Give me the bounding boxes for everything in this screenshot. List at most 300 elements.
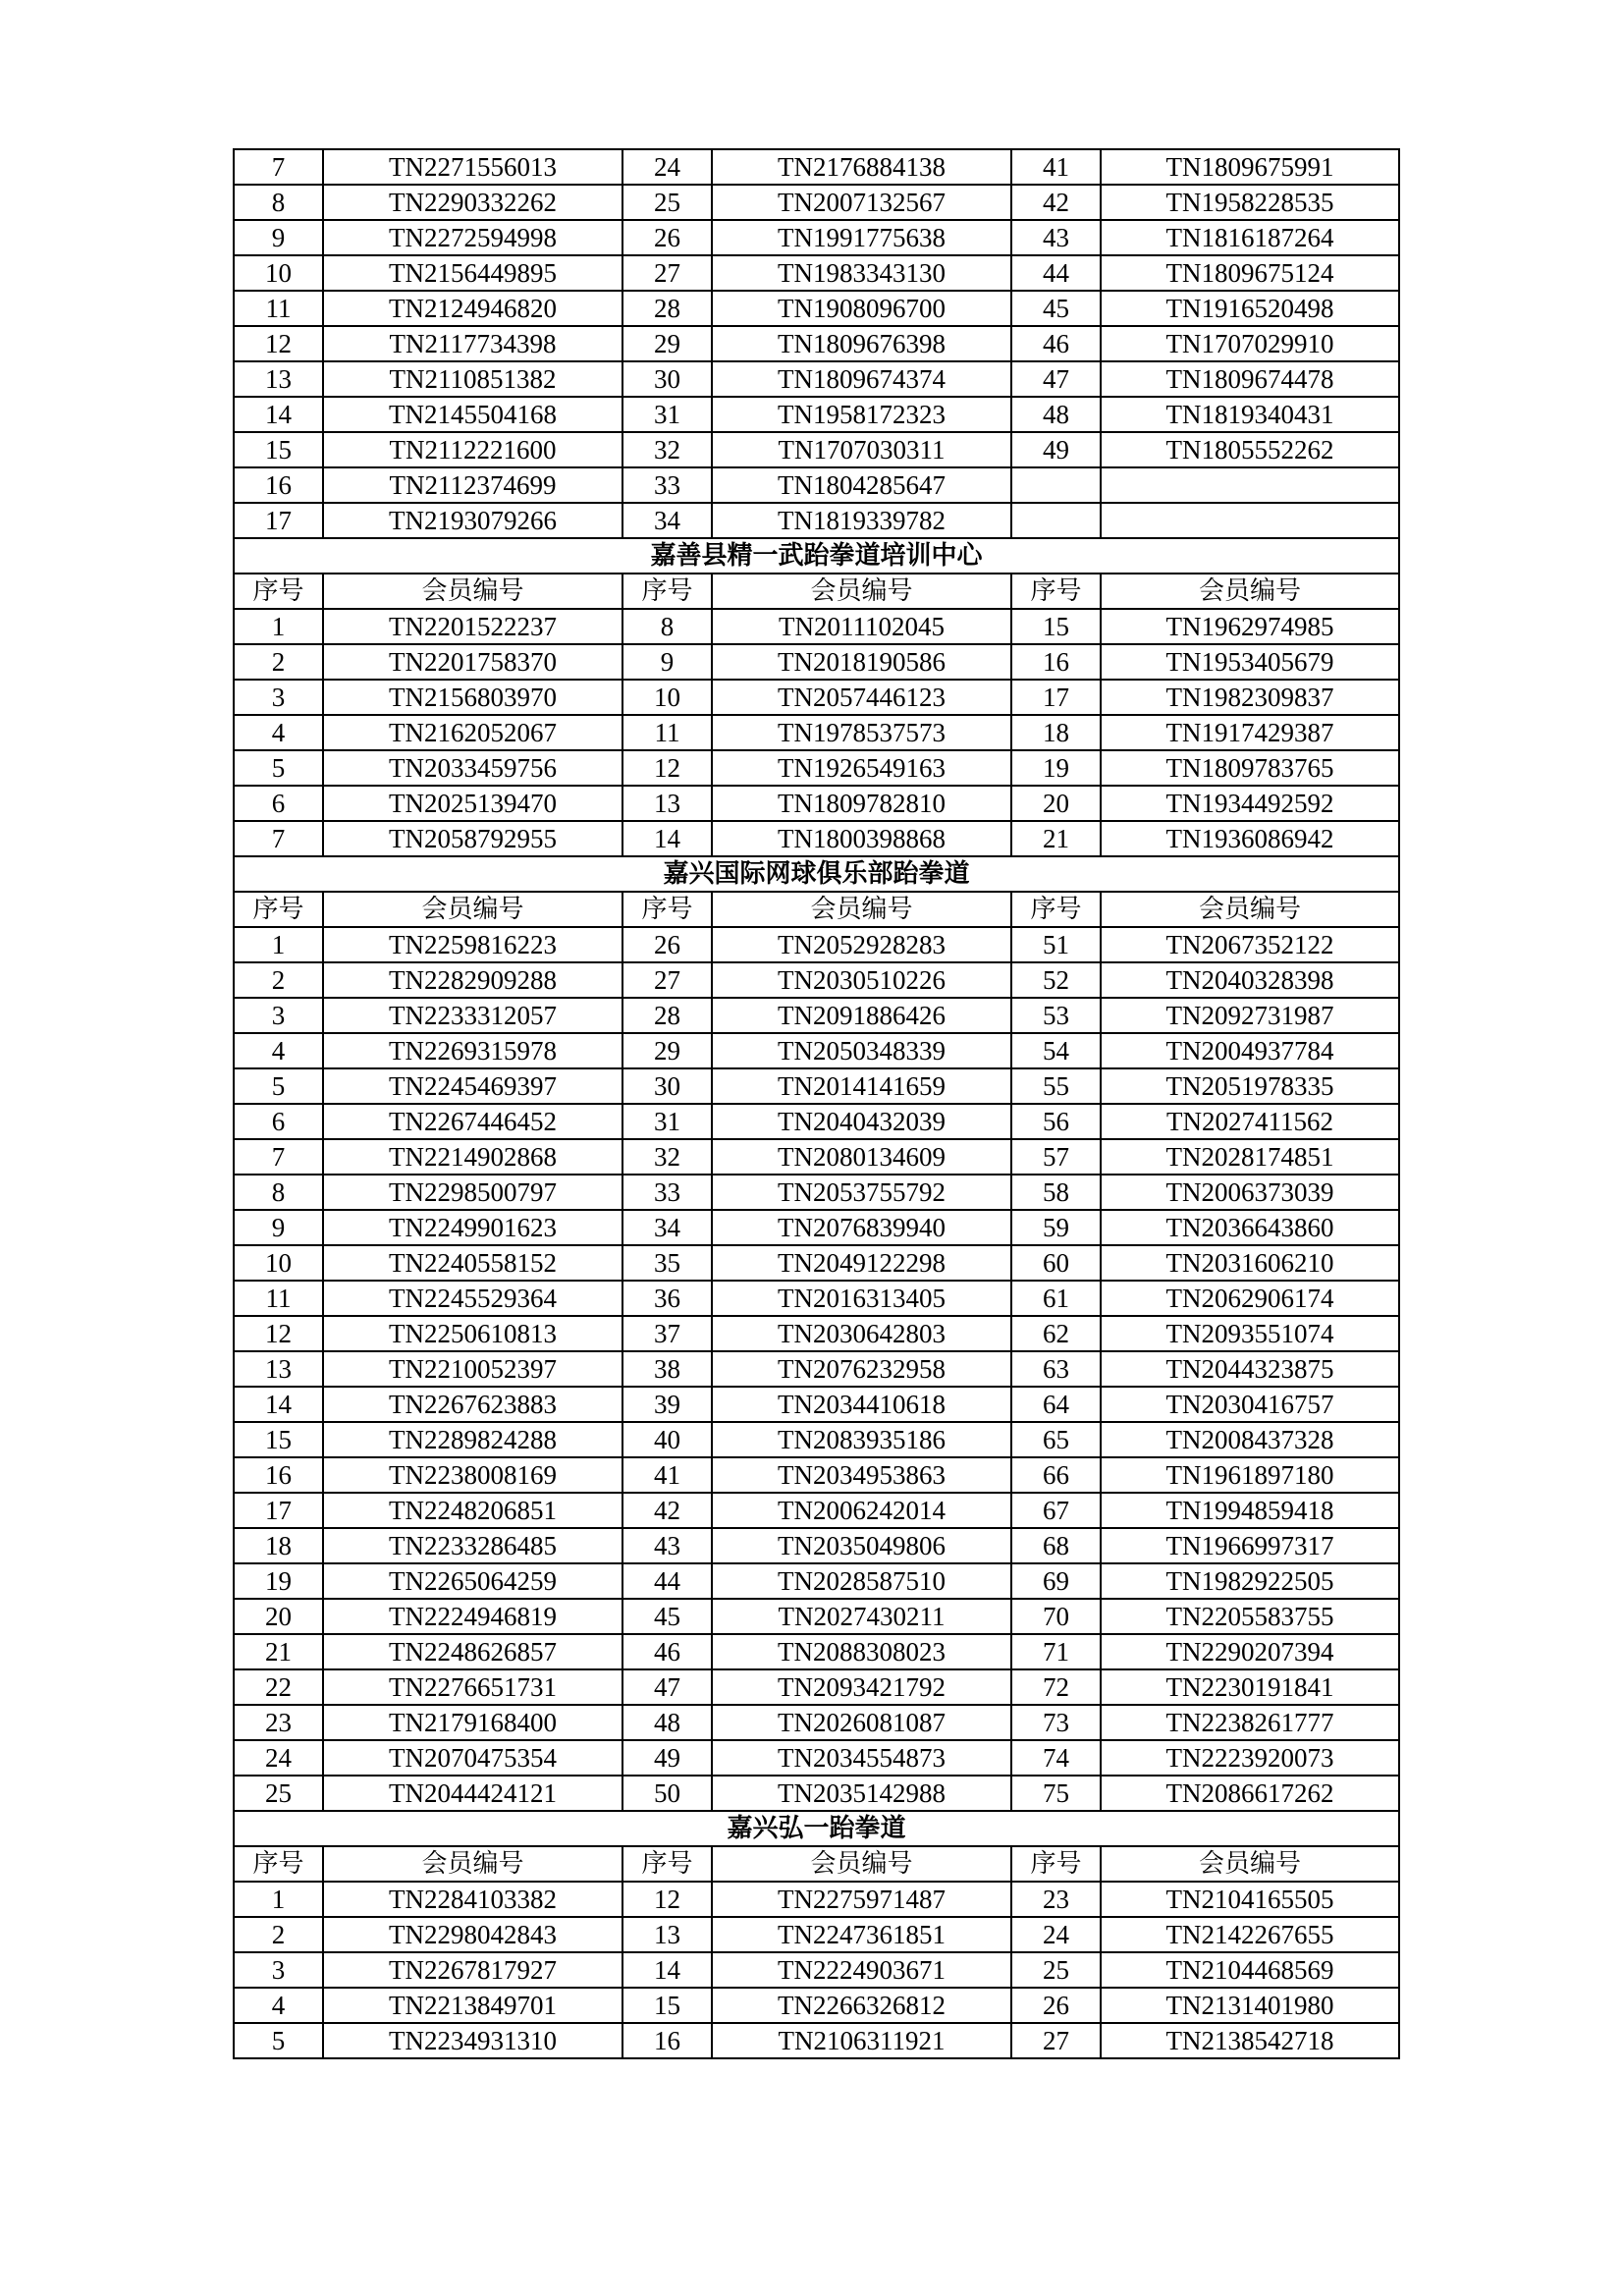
member-id-cell: TN2124946820: [323, 291, 622, 326]
serial-number-cell: 4: [234, 1988, 323, 2023]
member-id-cell: TN2006373039: [1101, 1175, 1399, 1210]
serial-number-cell: 65: [1011, 1422, 1101, 1457]
header-member-id: 会员编号: [1101, 1846, 1399, 1882]
member-id-cell: TN2008437328: [1101, 1422, 1399, 1457]
serial-number-cell: 49: [1011, 432, 1101, 467]
member-id-cell: TN2223920073: [1101, 1740, 1399, 1776]
table-row: [234, 1917, 1399, 1952]
header-serial-number: 序号: [622, 892, 712, 927]
serial-number-cell: 16: [234, 1457, 323, 1493]
member-id-cell: TN2201758370: [323, 644, 622, 680]
table-row: [234, 149, 1399, 185]
member-id-cell: TN2267446452: [323, 1104, 622, 1139]
member-id-cell: TN2036643860: [1101, 1210, 1399, 1245]
member-id-cell: TN2290332262: [323, 185, 622, 220]
serial-number-cell: 54: [1011, 1033, 1101, 1068]
member-id-cell: TN2213849701: [323, 1988, 622, 2023]
member-id-cell: TN2290207394: [1101, 1634, 1399, 1669]
member-id-cell: TN2234931310: [323, 2023, 622, 2058]
header-serial-number: 序号: [622, 574, 712, 609]
serial-number-cell: 23: [1011, 1882, 1101, 1917]
table-row: [234, 185, 1399, 220]
serial-number-cell: 16: [234, 467, 323, 503]
table-row: [234, 1988, 1399, 2023]
member-id-cell: TN2145504168: [323, 397, 622, 432]
member-id-cell: TN2007132567: [712, 185, 1011, 220]
serial-number-cell: 3: [234, 1952, 323, 1988]
member-id-cell: TN2230191841: [1101, 1669, 1399, 1705]
section-title: 嘉兴国际网球俱乐部跆拳道: [234, 856, 1399, 892]
serial-number-cell: 32: [622, 1139, 712, 1175]
member-id-cell: TN2201522237: [323, 609, 622, 644]
serial-number-cell: 1: [234, 1882, 323, 1917]
table-row: [234, 1245, 1399, 1281]
serial-number-cell: 26: [622, 927, 712, 962]
section-title-row: [234, 856, 1399, 892]
serial-number-cell: 5: [234, 2023, 323, 2058]
serial-number-cell: 11: [234, 291, 323, 326]
member-id-cell: TN2267817927: [323, 1952, 622, 1988]
member-id-cell: TN2275971487: [712, 1882, 1011, 1917]
member-id-cell: TN2050348339: [712, 1033, 1011, 1068]
member-id-cell: TN2272594998: [323, 220, 622, 255]
serial-number-cell: 21: [234, 1634, 323, 1669]
member-id-cell: TN1983343130: [712, 255, 1011, 291]
serial-number-cell: 14: [622, 821, 712, 856]
member-id-cell: TN2080134609: [712, 1139, 1011, 1175]
serial-number-cell: 37: [622, 1316, 712, 1351]
table-row: [234, 1599, 1399, 1634]
member-id-cell: [1101, 503, 1399, 538]
member-id-cell: TN1809675991: [1101, 149, 1399, 185]
column-header-row: [234, 1846, 1399, 1882]
member-id-cell: TN2289824288: [323, 1422, 622, 1457]
member-id-cell: TN2092731987: [1101, 998, 1399, 1033]
serial-number-cell: 18: [1011, 715, 1101, 750]
table-row: [234, 503, 1399, 538]
serial-number-cell: 42: [1011, 185, 1101, 220]
column-header-row: [234, 892, 1399, 927]
table-row: [234, 1351, 1399, 1387]
member-id-cell: TN1958228535: [1101, 185, 1399, 220]
member-id-cell: TN2104468569: [1101, 1952, 1399, 1988]
member-id-cell: TN2131401980: [1101, 1988, 1399, 2023]
serial-number-cell: 43: [622, 1528, 712, 1563]
serial-number-cell: 16: [622, 2023, 712, 2058]
serial-number-cell: 3: [234, 680, 323, 715]
member-id-cell: TN2265064259: [323, 1563, 622, 1599]
table-row: [234, 1528, 1399, 1563]
serial-number-cell: 70: [1011, 1599, 1101, 1634]
member-id-cell: TN1809674478: [1101, 361, 1399, 397]
serial-number-cell: 58: [1011, 1175, 1101, 1210]
serial-number-cell: 64: [1011, 1387, 1101, 1422]
serial-number-cell: 12: [622, 1882, 712, 1917]
member-id-cell: TN1819339782: [712, 503, 1011, 538]
member-id-cell: TN2193079266: [323, 503, 622, 538]
serial-number-cell: 31: [622, 397, 712, 432]
header-serial-number: 序号: [234, 1846, 323, 1882]
member-id-cell: TN2062906174: [1101, 1281, 1399, 1316]
serial-number-cell: 4: [234, 715, 323, 750]
serial-number-cell: 44: [622, 1563, 712, 1599]
member-id-cell: TN2040328398: [1101, 962, 1399, 998]
member-id-cell: TN2224946819: [323, 1599, 622, 1634]
member-id-cell: TN2004937784: [1101, 1033, 1399, 1068]
member-id-cell: TN2298042843: [323, 1917, 622, 1952]
member-id-cell: TN2018190586: [712, 644, 1011, 680]
header-member-id: 会员编号: [323, 892, 622, 927]
member-id-cell: TN2138542718: [1101, 2023, 1399, 2058]
member-id-cell: TN2057446123: [712, 680, 1011, 715]
serial-number-cell: 29: [622, 326, 712, 361]
serial-number-cell: 23: [234, 1705, 323, 1740]
serial-number-cell: 34: [622, 1210, 712, 1245]
member-id-cell: TN1707029910: [1101, 326, 1399, 361]
serial-number-cell: 66: [1011, 1457, 1101, 1493]
member-id-cell: TN2028174851: [1101, 1139, 1399, 1175]
table-row: [234, 1705, 1399, 1740]
table-row: [234, 397, 1399, 432]
serial-number-cell: 61: [1011, 1281, 1101, 1316]
serial-number-cell: 36: [622, 1281, 712, 1316]
member-id-cell: TN2052928283: [712, 927, 1011, 962]
member-id-cell: TN2245469397: [323, 1068, 622, 1104]
serial-number-cell: [1011, 503, 1101, 538]
member-id-cell: TN2051978335: [1101, 1068, 1399, 1104]
serial-number-cell: 12: [234, 1316, 323, 1351]
member-id-cell: TN2224903671: [712, 1952, 1011, 1988]
serial-number-cell: 48: [622, 1705, 712, 1740]
member-id-cell: TN2025139470: [323, 786, 622, 821]
header-member-id: 会员编号: [1101, 574, 1399, 609]
serial-number-cell: 55: [1011, 1068, 1101, 1104]
table-row: [234, 1281, 1399, 1316]
table-row: [234, 715, 1399, 750]
member-id-cell: TN2117734398: [323, 326, 622, 361]
table-row: [234, 1669, 1399, 1705]
serial-number-cell: 46: [622, 1634, 712, 1669]
member-id-cell: TN1916520498: [1101, 291, 1399, 326]
table-row: [234, 291, 1399, 326]
serial-number-cell: 72: [1011, 1669, 1101, 1705]
member-id-cell: TN1819340431: [1101, 397, 1399, 432]
table-row: [234, 680, 1399, 715]
serial-number-cell: 45: [622, 1599, 712, 1634]
header-serial-number: 序号: [234, 892, 323, 927]
member-id-cell: TN2011102045: [712, 609, 1011, 644]
serial-number-cell: 1: [234, 927, 323, 962]
serial-number-cell: 19: [234, 1563, 323, 1599]
serial-number-cell: 68: [1011, 1528, 1101, 1563]
serial-number-cell: 24: [234, 1740, 323, 1776]
member-id-cell: TN2104165505: [1101, 1882, 1399, 1917]
member-id-cell: TN2106311921: [712, 2023, 1011, 2058]
member-id-cell: TN1953405679: [1101, 644, 1399, 680]
member-id-cell: TN1982922505: [1101, 1563, 1399, 1599]
member-id-cell: TN2210052397: [323, 1351, 622, 1387]
serial-number-cell: 73: [1011, 1705, 1101, 1740]
serial-number-cell: 24: [622, 149, 712, 185]
member-id-cell: TN2156803970: [323, 680, 622, 715]
member-id-cell: TN2093421792: [712, 1669, 1011, 1705]
serial-number-cell: 25: [1011, 1952, 1101, 1988]
member-id-cell: TN2267623883: [323, 1387, 622, 1422]
serial-number-cell: 13: [622, 786, 712, 821]
serial-number-cell: 15: [1011, 609, 1101, 644]
member-id-cell: TN2248626857: [323, 1634, 622, 1669]
member-id-cell: TN2238261777: [1101, 1705, 1399, 1740]
member-id-cell: TN2282909288: [323, 962, 622, 998]
serial-number-cell: 9: [234, 220, 323, 255]
serial-number-cell: 38: [622, 1351, 712, 1387]
section-title: 嘉善县精一武跆拳道培训中心: [234, 538, 1399, 574]
serial-number-cell: 25: [234, 1776, 323, 1811]
serial-number-cell: 50: [622, 1776, 712, 1811]
table-row: [234, 644, 1399, 680]
serial-number-cell: 26: [1011, 1988, 1101, 2023]
table-row: [234, 1104, 1399, 1139]
serial-number-cell: 20: [234, 1599, 323, 1634]
member-id-cell: TN2086617262: [1101, 1776, 1399, 1811]
serial-number-cell: 8: [234, 185, 323, 220]
table-row: [234, 998, 1399, 1033]
member-id-cell: TN2067352122: [1101, 927, 1399, 962]
table-row: [234, 1740, 1399, 1776]
header-member-id: 会员编号: [323, 1846, 622, 1882]
member-id-cell: TN2240558152: [323, 1245, 622, 1281]
member-id-cell: TN2238008169: [323, 1457, 622, 1493]
header-serial-number: 序号: [1011, 574, 1101, 609]
serial-number-cell: 5: [234, 750, 323, 786]
table-row: [234, 1316, 1399, 1351]
member-id-cell: TN2016313405: [712, 1281, 1011, 1316]
member-id-cell: TN1800398868: [712, 821, 1011, 856]
member-id-cell: TN2031606210: [1101, 1245, 1399, 1281]
member-id-cell: TN1809676398: [712, 326, 1011, 361]
serial-number-cell: 45: [1011, 291, 1101, 326]
member-id-cell: TN2040432039: [712, 1104, 1011, 1139]
member-id-cell: TN1707030311: [712, 432, 1011, 467]
serial-number-cell: [1011, 467, 1101, 503]
member-id-cell: TN2247361851: [712, 1917, 1011, 1952]
section-title: 嘉兴弘一跆拳道: [234, 1811, 1399, 1846]
member-id-cell: TN2028587510: [712, 1563, 1011, 1599]
member-id-cell: TN2030510226: [712, 962, 1011, 998]
member-id-cell: TN2249901623: [323, 1210, 622, 1245]
member-id-cell: TN2259816223: [323, 927, 622, 962]
serial-number-cell: 20: [1011, 786, 1101, 821]
serial-number-cell: 6: [234, 1104, 323, 1139]
member-id-cell: TN1809675124: [1101, 255, 1399, 291]
table-row: [234, 220, 1399, 255]
serial-number-cell: 31: [622, 1104, 712, 1139]
member-id-cell: TN2156449895: [323, 255, 622, 291]
serial-number-cell: 2: [234, 962, 323, 998]
serial-number-cell: 52: [1011, 962, 1101, 998]
serial-number-cell: 11: [622, 715, 712, 750]
serial-number-cell: 60: [1011, 1245, 1101, 1281]
member-id-cell: TN2284103382: [323, 1882, 622, 1917]
serial-number-cell: 28: [622, 291, 712, 326]
member-id-cell: TN2030416757: [1101, 1387, 1399, 1422]
member-id-cell: TN2035049806: [712, 1528, 1011, 1563]
table-row: [234, 1210, 1399, 1245]
table-row: [234, 361, 1399, 397]
member-roster-sheet: [233, 148, 1398, 2059]
member-id-cell: TN1805552262: [1101, 432, 1399, 467]
serial-number-cell: 2: [234, 1917, 323, 1952]
table-row: [234, 609, 1399, 644]
table-row: [234, 432, 1399, 467]
member-id-cell: TN2176884138: [712, 149, 1011, 185]
member-id-cell: TN2298500797: [323, 1175, 622, 1210]
serial-number-cell: 33: [622, 467, 712, 503]
table-row: [234, 1175, 1399, 1210]
serial-number-cell: 35: [622, 1245, 712, 1281]
header-serial-number: 序号: [1011, 892, 1101, 927]
table-row: [234, 1033, 1399, 1068]
table-row: [234, 1068, 1399, 1104]
header-member-id: 会员编号: [323, 574, 622, 609]
member-id-cell: TN1816187264: [1101, 220, 1399, 255]
serial-number-cell: 12: [622, 750, 712, 786]
table-row: [234, 2023, 1399, 2058]
serial-number-cell: 53: [1011, 998, 1101, 1033]
table-row: [234, 750, 1399, 786]
serial-number-cell: 25: [622, 185, 712, 220]
serial-number-cell: 34: [622, 503, 712, 538]
serial-number-cell: 17: [234, 1493, 323, 1528]
serial-number-cell: 41: [1011, 149, 1101, 185]
member-id-cell: TN2214902868: [323, 1139, 622, 1175]
member-id-cell: TN2276651731: [323, 1669, 622, 1705]
member-id-cell: TN1936086942: [1101, 821, 1399, 856]
member-id-cell: TN2233312057: [323, 998, 622, 1033]
serial-number-cell: 47: [1011, 361, 1101, 397]
serial-number-cell: 14: [234, 1387, 323, 1422]
column-header-row: [234, 574, 1399, 609]
serial-number-cell: 57: [1011, 1139, 1101, 1175]
table-row: [234, 821, 1399, 856]
member-id-cell: TN2053755792: [712, 1175, 1011, 1210]
member-id-cell: TN1934492592: [1101, 786, 1399, 821]
member-id-cell: TN2026081087: [712, 1705, 1011, 1740]
member-id-cell: TN2142267655: [1101, 1917, 1399, 1952]
serial-number-cell: 27: [622, 962, 712, 998]
table-row: [234, 786, 1399, 821]
serial-number-cell: 17: [1011, 680, 1101, 715]
section-title-row: [234, 1811, 1399, 1846]
member-id-cell: TN1982309837: [1101, 680, 1399, 715]
serial-number-cell: 3: [234, 998, 323, 1033]
serial-number-cell: 75: [1011, 1776, 1101, 1811]
serial-number-cell: 15: [234, 1422, 323, 1457]
serial-number-cell: 21: [1011, 821, 1101, 856]
member-id-cell: TN1966997317: [1101, 1528, 1399, 1563]
header-serial-number: 序号: [1011, 1846, 1101, 1882]
member-id-cell: TN2083935186: [712, 1422, 1011, 1457]
serial-number-cell: 8: [234, 1175, 323, 1210]
serial-number-cell: 41: [622, 1457, 712, 1493]
member-id-cell: TN2245529364: [323, 1281, 622, 1316]
table-row: [234, 255, 1399, 291]
member-id-cell: TN2088308023: [712, 1634, 1011, 1669]
serial-number-cell: 13: [234, 1351, 323, 1387]
table-row: [234, 1493, 1399, 1528]
header-serial-number: 序号: [234, 574, 323, 609]
serial-number-cell: 51: [1011, 927, 1101, 962]
serial-number-cell: 7: [234, 821, 323, 856]
member-id-cell: TN1962974985: [1101, 609, 1399, 644]
header-member-id: 会员编号: [712, 574, 1011, 609]
serial-number-cell: 12: [234, 326, 323, 361]
serial-number-cell: 42: [622, 1493, 712, 1528]
member-id-cell: TN2035142988: [712, 1776, 1011, 1811]
header-serial-number: 序号: [622, 1846, 712, 1882]
serial-number-cell: 67: [1011, 1493, 1101, 1528]
member-id-cell: TN2110851382: [323, 361, 622, 397]
serial-number-cell: 59: [1011, 1210, 1101, 1245]
member-id-cell: TN1908096700: [712, 291, 1011, 326]
member-id-cell: TN2049122298: [712, 1245, 1011, 1281]
member-table: [233, 148, 1400, 2059]
serial-number-cell: 17: [234, 503, 323, 538]
table-row: [234, 1422, 1399, 1457]
member-id-cell: TN2205583755: [1101, 1599, 1399, 1634]
member-id-cell: TN2044424121: [323, 1776, 622, 1811]
serial-number-cell: 10: [234, 1245, 323, 1281]
member-id-cell: TN1804285647: [712, 467, 1011, 503]
serial-number-cell: 15: [622, 1988, 712, 2023]
serial-number-cell: 19: [1011, 750, 1101, 786]
member-id-cell: TN1809782810: [712, 786, 1011, 821]
member-id-cell: TN2076839940: [712, 1210, 1011, 1245]
serial-number-cell: 63: [1011, 1351, 1101, 1387]
member-id-cell: TN2058792955: [323, 821, 622, 856]
serial-number-cell: 7: [234, 1139, 323, 1175]
serial-number-cell: 14: [234, 397, 323, 432]
serial-number-cell: 9: [622, 644, 712, 680]
serial-number-cell: 24: [1011, 1917, 1101, 1952]
header-member-id: 会员编号: [712, 1846, 1011, 1882]
serial-number-cell: 6: [234, 786, 323, 821]
member-id-cell: TN1917429387: [1101, 715, 1399, 750]
serial-number-cell: 33: [622, 1175, 712, 1210]
member-table-body: [234, 149, 1399, 2058]
table-row: [234, 1139, 1399, 1175]
serial-number-cell: 4: [234, 1033, 323, 1068]
table-row: [234, 1634, 1399, 1669]
member-id-cell: TN2033459756: [323, 750, 622, 786]
member-id-cell: TN1961897180: [1101, 1457, 1399, 1493]
serial-number-cell: 7: [234, 149, 323, 185]
table-row: [234, 1563, 1399, 1599]
member-id-cell: TN2076232958: [712, 1351, 1011, 1387]
member-id-cell: TN2034953863: [712, 1457, 1011, 1493]
member-id-cell: TN1994859418: [1101, 1493, 1399, 1528]
serial-number-cell: 13: [234, 361, 323, 397]
serial-number-cell: 15: [234, 432, 323, 467]
serial-number-cell: 44: [1011, 255, 1101, 291]
member-id-cell: TN1809674374: [712, 361, 1011, 397]
member-id-cell: TN2027430211: [712, 1599, 1011, 1634]
member-id-cell: TN2266326812: [712, 1988, 1011, 2023]
serial-number-cell: 56: [1011, 1104, 1101, 1139]
serial-number-cell: 22: [234, 1669, 323, 1705]
serial-number-cell: 29: [622, 1033, 712, 1068]
member-id-cell: TN1809783765: [1101, 750, 1399, 786]
